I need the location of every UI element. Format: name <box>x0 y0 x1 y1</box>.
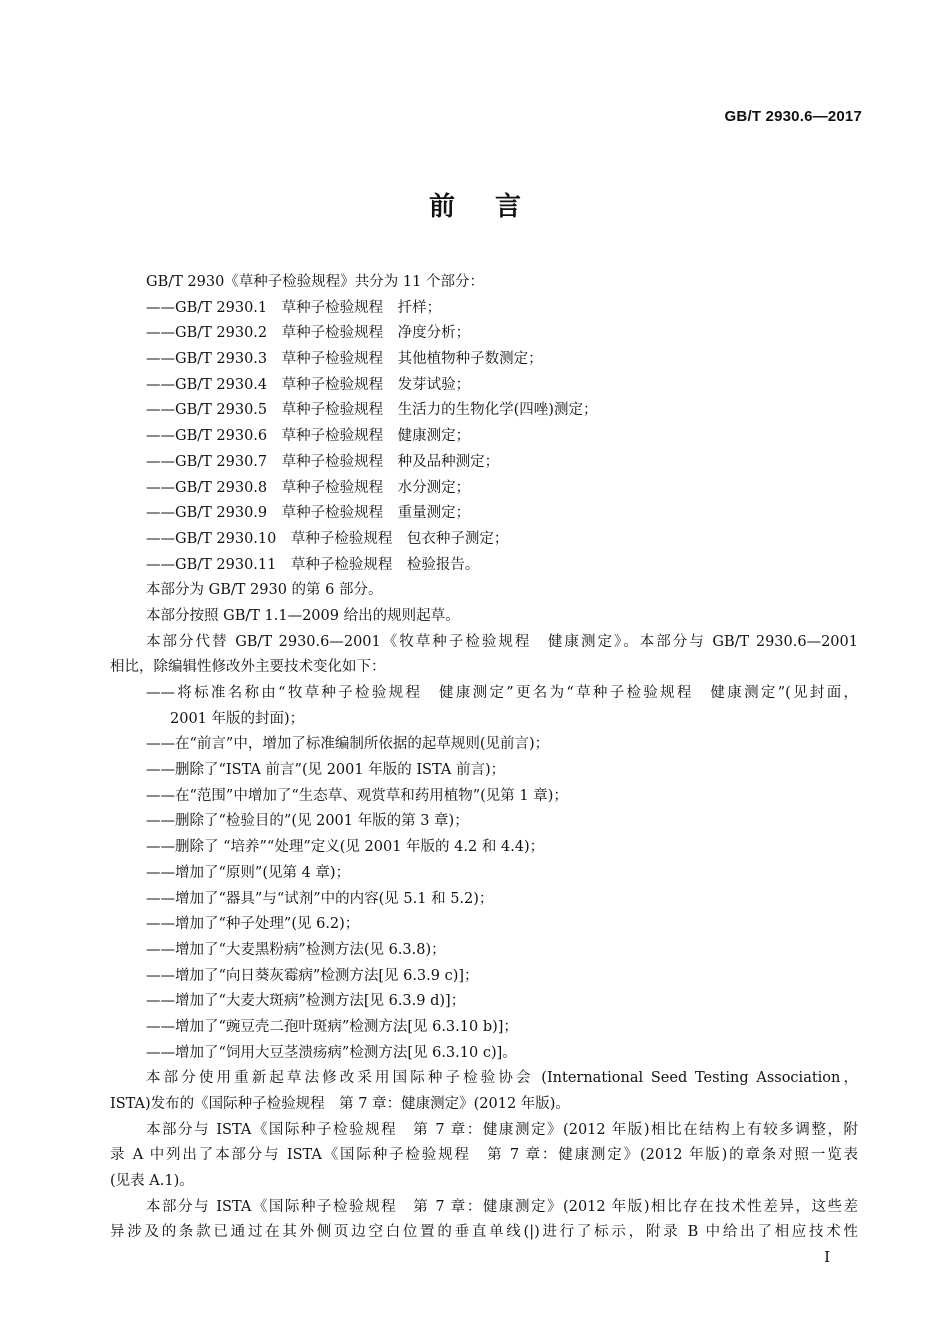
standard-code: GB/T 2930.6—2017 <box>724 108 862 125</box>
paragraph-replacement <box>110 630 858 681</box>
list-item: ——GB/T 2930.7 草种子检验规程 种及品种测定； <box>146 453 500 470</box>
parts-list <box>110 296 858 579</box>
list-item: ——GB/T 2930.11 草种子检验规程 检验报告。 <box>146 556 480 573</box>
text-line: (见表 A.1)。 <box>110 1173 194 1190</box>
paragraph-structure <box>110 1118 858 1195</box>
list-item: ——增加了“向日葵灰霉病”检测方法[见 6.3.9 c)]； <box>146 967 479 984</box>
list-item: ——增加了“大麦大斑病”检测方法[见 6.3.9 d)]； <box>146 993 466 1010</box>
text-line: 本部分代替 GB/T 2930.6—2001《牧草种子检验规程 健康测定》。本部分与 GB/T 2930.6—2001 <box>146 633 858 650</box>
list-item: ——删除了“检验目的”(见 2001 年版的第 3 章)； <box>146 813 469 830</box>
list-item: ——GB/T 2930.6 草种子检验规程 健康测定； <box>146 428 471 445</box>
list-item: ——GB/T 2930.1 草种子检验规程 扦样； <box>146 299 442 316</box>
text-line: 相比，除编辑性修改外主要技术变化如下： <box>110 659 386 676</box>
list-item: ——增加了“种子处理”(见 6.2)； <box>146 916 360 933</box>
changes-list <box>110 681 858 1066</box>
page-title: 前言 <box>428 192 561 222</box>
text-line: 本部分与 ISTA《国际种子检验规程 第 7 章：健康测定》(2012 年版)相比存在技术性差异，这些差 <box>146 1198 858 1215</box>
list-item: ——增加了“器具”与“试剂”中的内容(见 5.1 和 5.2)； <box>146 890 494 907</box>
paragraph-technical-differences <box>110 1195 858 1246</box>
foreword-body <box>110 270 858 1246</box>
list-item-continuation: 2001 年版的封面)； <box>170 710 305 727</box>
paragraph-adoption <box>110 1066 858 1117</box>
list-item: ——在“范围”中增加了“生态草、观赏草和药用植物”(见第 1 章)； <box>146 787 568 804</box>
paragraph-drafting-rules: 本部分按照 GB/T 1.1—2009 给出的规则起草。 <box>146 607 460 624</box>
list-item: ——GB/T 2930.10 草种子检验规程 包衣种子测定； <box>146 530 509 547</box>
list-item: ——GB/T 2930.4 草种子检验规程 发芽试验； <box>146 376 471 393</box>
list-item: ——增加了“豌豆壳二孢叶斑病”检测方法[见 6.3.10 b)]； <box>146 1018 518 1035</box>
page-number: I <box>824 1248 830 1266</box>
list-item: ——在“前言”中，增加了标准编制所依据的起草规则(见前言)； <box>146 736 550 753</box>
list-item: ——删除了 “培养”“处理”定义(见 2001 年版的 4.2 和 4.4)； <box>146 839 545 856</box>
list-item: ——增加了“原则”(见第 4 章)； <box>146 864 351 881</box>
list-item: ——增加了“饲用大豆茎溃疡病”检测方法[见 6.3.10 c)]。 <box>146 1044 517 1061</box>
list-item: ——GB/T 2930.2 草种子检验规程 净度分析； <box>146 325 471 342</box>
list-item: ——GB/T 2930.9 草种子检验规程 重量测定； <box>146 505 471 522</box>
list-item: ——GB/T 2930.5 草种子检验规程 生活力的生物化学(四唑)测定； <box>146 402 598 419</box>
text-line: 本部分与 ISTA《国际种子检验规程 第 7 章：健康测定》(2012 年版)相比在结构上有较多调整，附 <box>146 1121 858 1138</box>
text-line: 录 A 中列出了本部分与 ISTA《国际种子检验规程 第 7 章：健康测定》(2012 年版)的章条对照一览表 <box>110 1147 858 1164</box>
list-item: ——将标准名称由“牧草种子检验规程 健康测定”更名为“草种子检验规程 健康测定”(见封面， <box>146 685 858 701</box>
list-item: ——删除了“ISTA 前言”(见 2001 年版的 ISTA 前言)； <box>146 762 506 779</box>
list-item: ——GB/T 2930.3 草种子检验规程 其他植物种子数测定； <box>146 351 543 368</box>
list-item: ——GB/T 2930.8 草种子检验规程 水分测定； <box>146 479 471 496</box>
list-item: ——增加了“大麦黑粉病”检测方法(见 6.3.8)； <box>146 941 446 958</box>
text-line: ISTA)发布的《国际种子检验规程 第 7 章：健康测定》(2012 年版)。 <box>110 1096 570 1112</box>
paragraph-part-number: 本部分为 GB/T 2930 的第 6 部分。 <box>146 582 383 599</box>
paragraph-intro: GB/T 2930《草种子检验规程》共分为 11 个部分： <box>146 274 484 290</box>
text-line: 异涉及的条款已通过在其外侧页边空白位置的垂直单线(|)进行了标示，附录 B 中给出了相应技术性 <box>110 1224 858 1241</box>
text-line: 本部分使用重新起草法修改采用国际种子检验协会 (International Seed Testing Association， <box>146 1070 858 1087</box>
